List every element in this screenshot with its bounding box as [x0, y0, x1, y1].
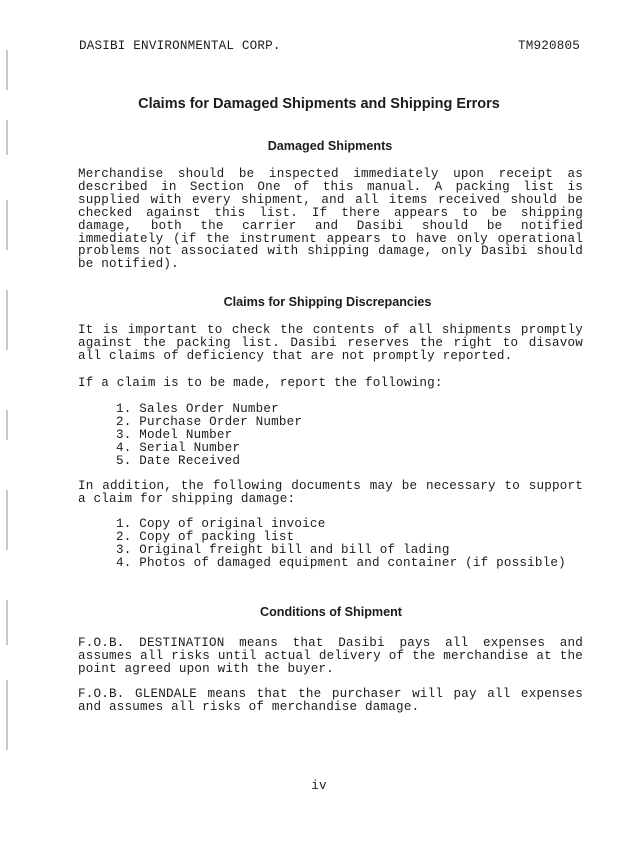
- page-number: iv: [311, 779, 327, 793]
- list-item: 3. Model Number: [116, 427, 233, 442]
- damaged-shipments-paragraph: Merchandise should be inspected immediately upon receipt as described in Section One of this manual. A packing list is supplied with every shipment, and all items received should be checked against this list. If there appears to be shipping damage, both the carrier and Dasibi should be notified immediately (if the instrument appears to have only operational problems not associated with shipping damage, only Dasibi should be notified).: [78, 167, 583, 272]
- list-item: 2. Copy of packing list: [116, 529, 295, 544]
- heading-shipping-discrepancies: Claims for Shipping Discrepancies: [223, 295, 432, 309]
- list-item: 5. Date Received: [116, 453, 241, 468]
- discrepancies-paragraph-1: It is important to check the contents of all shipments promptly against the packing list. Dasibi reserves the right to disavow all claims of deficiency that are not promptly reported.: [78, 323, 583, 363]
- report-items-list: [116, 403, 302, 468]
- header-company: DASIBI ENVIRONMENTAL CORP.: [79, 39, 281, 53]
- heading-conditions-of-shipment: Conditions of Shipment: [259, 605, 402, 619]
- list-item: 1. Copy of original invoice: [116, 517, 326, 531]
- discrepancies-paragraph-2: If a claim is to be made, report the following:: [78, 376, 443, 390]
- list-item: 1. Sales Order Number: [116, 402, 279, 416]
- heading-damaged-shipments: Damaged Shipments: [267, 139, 393, 153]
- scan-margin-marks: [6, 40, 14, 830]
- header-doc-number: TM920805: [517, 39, 580, 53]
- documents-list: [116, 518, 566, 570]
- list-item: 4. Serial Number: [116, 440, 241, 455]
- conditions-paragraph-2: F.O.B. GLENDALE means that the purchaser will pay all expenses and assumes all risks of merchandise damage.: [78, 687, 583, 714]
- list-item: 4. Photos of damaged equipment and container (if possible): [116, 555, 566, 570]
- list-item: 3. Original freight bill and bill of lading: [116, 542, 450, 557]
- conditions-paragraph-1: F.O.B. DESTINATION means that Dasibi pays all expenses and assumes all risks until actual delivery of the merchandise at the point agreed upon with the buyer.: [78, 636, 583, 676]
- page-title: Claims for Damaged Shipments and Shipping Errors: [138, 96, 500, 112]
- discrepancies-paragraph-3: In addition, the following documents may be necessary to support a claim for shipping damage:: [78, 479, 583, 506]
- list-item: 2. Purchase Order Number: [116, 414, 303, 429]
